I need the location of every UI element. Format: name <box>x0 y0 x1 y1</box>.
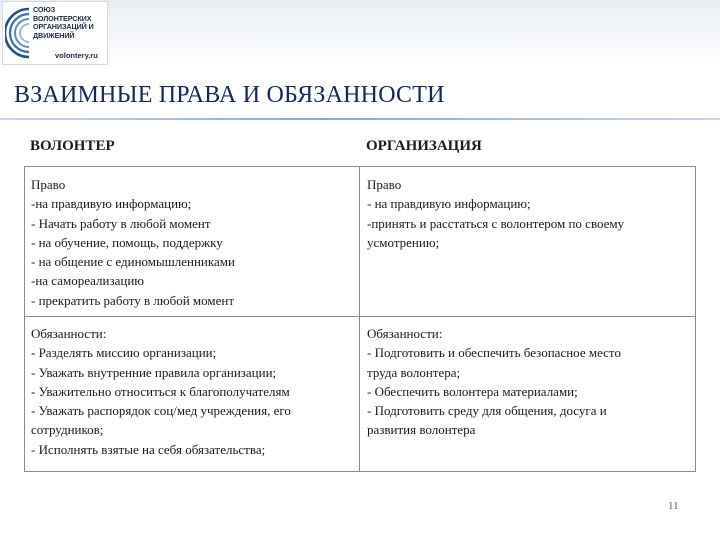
table-line: - на обучение, помощь, поддержку <box>31 234 223 250</box>
logo-text-line: ОРГАНИЗАЦИЙ И <box>33 22 94 32</box>
table-line: - Подготовить среду для общения, досуга и <box>367 403 607 419</box>
table-line: труда волонтера; <box>367 364 461 380</box>
logo-text-line: ДВИЖЕНИЙ <box>33 30 75 40</box>
table-line: сотрудников; <box>31 422 104 438</box>
table-line: - Уважительно относиться к благополучателям <box>31 383 290 399</box>
table-line: - на общение с единомышленниками <box>31 254 235 270</box>
table-line: - Исполнять взятые на себя обязательства; <box>31 441 266 457</box>
table-line: - прекратить работу в любой момент <box>31 292 235 308</box>
organization-logo <box>2 1 108 65</box>
rights-duties-table <box>24 166 696 472</box>
table-column-divider <box>359 167 360 471</box>
logo-website: volontery.ru <box>55 51 98 60</box>
table-row-divider <box>25 316 695 317</box>
table-line: - Подготовить и обеспечить безопасное место <box>367 345 621 361</box>
header-band <box>0 0 720 68</box>
table-line: - на правдивую информацию; <box>367 196 531 212</box>
column-header-organization: ОРГАНИЗАЦИЯ <box>366 138 482 154</box>
table-line: Право <box>31 177 66 192</box>
table-line: Обязанности: <box>367 326 443 341</box>
logo-text-line: СОЮЗ <box>33 5 56 14</box>
table-line: - Начать работу в любой момент <box>31 215 211 231</box>
table-line: -принять и расстаться с волонтером по своему <box>367 215 625 231</box>
table-line: -на самореализацию <box>31 273 145 289</box>
table-line: Обязанности: <box>31 326 107 341</box>
cell-volunteer-rights <box>31 175 357 310</box>
cell-organization-duties <box>367 324 693 440</box>
logo-text-line: ВОЛОНТЕРСКИХ <box>33 13 92 23</box>
table-line: усмотрению; <box>367 234 440 250</box>
table-line: развития волонтера <box>367 422 476 438</box>
logo-swirl-icon <box>5 5 33 61</box>
cell-organization-rights <box>367 175 693 252</box>
table-line: -на правдивую информацию; <box>31 196 192 212</box>
table-line: - Уважать внутренние правила организации; <box>31 364 277 380</box>
page-title: ВЗАИМНЫЕ ПРАВА И ОБЯЗАННОСТИ <box>14 82 445 108</box>
table-line: - Разделять миссию организации; <box>31 345 217 361</box>
cell-volunteer-duties <box>31 324 357 459</box>
title-divider <box>0 118 720 120</box>
table-line: - Обеспечить волонтера материалами; <box>367 383 578 399</box>
column-header-volunteer: ВОЛОНТЕР <box>30 138 115 154</box>
table-line: - Уважать распорядок соц/мед учреждения, его <box>31 403 291 419</box>
table-line: Право <box>367 177 402 192</box>
page-number: 11 <box>668 500 679 512</box>
